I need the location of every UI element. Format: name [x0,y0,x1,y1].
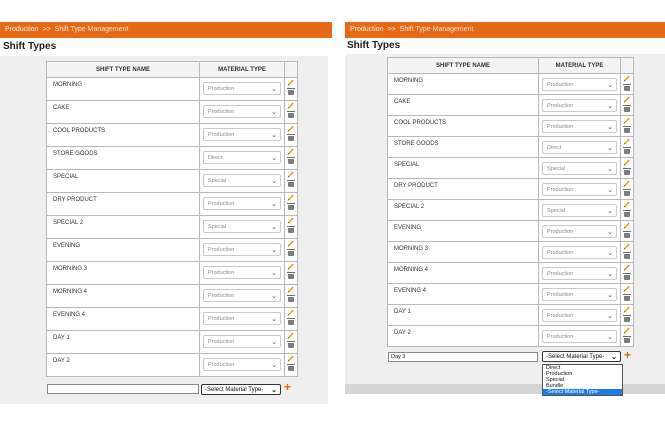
material-type-cell [200,147,285,170]
material-type-cell [200,78,285,101]
pencil-icon[interactable] [623,306,630,313]
breadcrumb-root-link[interactable]: Production [350,26,384,33]
material-type-value: Production [208,316,235,322]
chevron-down-icon: ⌄ [271,339,277,346]
breadcrumb-separator: >> [42,26,51,33]
table-row [388,137,634,158]
material-type-select[interactable] [542,120,617,133]
shift-type-name: COOL PRODUCTS [388,116,539,137]
chevron-down-icon: ⌄ [271,109,277,116]
material-type-select[interactable] [542,99,617,112]
table-row [388,305,634,326]
column-header-name: SHIFT TYPE NAME [47,62,200,78]
row-actions [285,285,298,308]
trash-icon[interactable] [624,231,630,238]
shift-type-name: STORE GOODS [388,137,539,158]
row-actions [285,354,298,377]
row-actions [621,326,634,347]
table-row [388,326,634,347]
shift-type-name: DAY 2 [388,326,539,347]
new-shift-name-input[interactable] [47,384,199,394]
new-material-type-select[interactable] [201,384,281,395]
column-header-material: MATERIAL TYPE [200,62,285,78]
material-type-value: Production [208,132,235,138]
shift-type-name: DAY 1 [47,331,200,354]
trash-icon[interactable] [624,210,630,217]
chevron-down-icon: ⌄ [607,250,613,257]
material-type-select[interactable] [203,105,281,118]
chevron-down-icon: ⌄ [607,82,613,89]
material-type-value: Production [208,362,235,368]
breadcrumb-current: Shift Type Management [399,26,474,33]
dropdown-option[interactable]: Production [546,371,573,377]
material-type-cell [539,200,621,221]
table-row [47,170,298,193]
material-type-cell [539,263,621,284]
trash-icon[interactable] [288,157,294,164]
material-type-value: Production [208,201,235,207]
trash-icon[interactable] [288,88,294,95]
material-type-value: Special [547,208,566,214]
row-actions [285,78,298,101]
table-row [47,124,298,147]
breadcrumb [345,22,665,38]
material-type-select[interactable] [203,289,281,302]
trash-icon[interactable] [288,364,294,371]
shift-type-name: MORNING 4 [47,285,200,308]
material-type-value: Production [547,187,574,193]
material-type-select[interactable] [203,266,281,279]
material-type-cell [539,137,621,158]
chevron-down-icon: ⌄ [271,316,277,323]
chevron-down-icon: ⌄ [271,132,277,139]
row-actions [285,239,298,262]
material-type-cell [200,193,285,216]
shift-type-name: EVENING [47,239,200,262]
shift-type-name: EVENING 4 [47,308,200,331]
chevron-down-icon: ⌄ [271,155,277,162]
pencil-icon[interactable] [287,217,294,224]
pencil-icon[interactable] [623,222,630,229]
pencil-icon[interactable] [623,327,630,334]
page-title: Shift Types [347,40,401,51]
shift-type-name: SPECIAL [47,170,200,193]
shift-type-name: STORE GOODS [47,147,200,170]
material-type-value: Production [208,339,235,345]
pencil-icon[interactable] [287,171,294,178]
dropdown-option[interactable]: -Select Material Type- [543,389,622,395]
row-actions [285,170,298,193]
row-actions [285,101,298,124]
material-type-select[interactable] [542,183,617,196]
row-actions [285,308,298,331]
row-actions [621,200,634,221]
shift-type-name: EVENING 4 [388,284,539,305]
material-type-value: Production [547,82,574,88]
row-actions [621,221,634,242]
shift-type-name: DRY PRODUCT [47,193,200,216]
table-row [388,179,634,200]
column-header-actions [621,58,634,74]
pencil-icon[interactable] [287,332,294,339]
breadcrumb-root-link[interactable]: Production [5,26,39,33]
material-type-cell [539,179,621,200]
trash-icon[interactable] [624,105,630,112]
pencil-icon[interactable] [287,148,294,155]
row-actions [621,242,634,263]
pencil-icon[interactable] [287,309,294,316]
shift-type-name: MORNING [47,78,200,101]
row-actions [621,179,634,200]
material-type-value: Production [208,86,235,92]
breadcrumb-current: Shift Type Management [54,26,129,33]
table-row [47,216,298,239]
material-type-value: Production [547,271,574,277]
trash-icon[interactable] [624,126,630,133]
pencil-icon[interactable] [287,263,294,270]
row-actions [285,193,298,216]
table-row [388,158,634,179]
pencil-icon[interactable] [623,243,630,250]
material-type-value: Direct [208,155,223,161]
material-type-select[interactable] [203,243,281,256]
shift-type-name: COOL PRODUCTS [47,124,200,147]
trash-icon[interactable] [288,203,294,210]
trash-icon[interactable] [288,134,294,141]
trash-icon[interactable] [288,295,294,302]
material-type-value: Production [547,229,574,235]
shift-type-name: MORNING 4 [388,263,539,284]
trash-icon[interactable] [288,249,294,256]
shift-type-table [46,61,298,377]
chevron-down-icon: ⌄ [607,271,613,278]
breadcrumb-separator: >> [387,26,396,33]
shift-type-name: DAY 1 [388,305,539,326]
shift-type-name: SPECIAL 2 [47,216,200,239]
pencil-icon[interactable] [287,286,294,293]
material-type-cell [200,308,285,331]
chevron-down-icon: ⌄ [607,208,613,215]
trash-icon[interactable] [624,336,630,343]
material-type-value: Production [547,313,574,319]
material-type-cell [200,354,285,377]
material-type-cell [200,262,285,285]
material-type-select[interactable] [542,78,617,91]
shift-type-name: CAKE [388,95,539,116]
chevron-down-icon: ⌄ [607,313,613,320]
table-row [47,101,298,124]
shift-type-name: SPECIAL [388,158,539,179]
material-type-cell [539,74,621,95]
material-type-cell [200,124,285,147]
chevron-down-icon: ⌄ [271,387,277,394]
chevron-down-icon: ⌄ [607,103,613,110]
material-type-select[interactable] [203,151,281,164]
new-material-type-select[interactable] [542,351,621,362]
dropdown-option[interactable]: Special [546,377,565,383]
material-type-value: Production [547,334,574,340]
plus-icon[interactable]: + [284,380,292,394]
material-type-cell [200,285,285,308]
trash-icon[interactable] [624,273,630,280]
page-title: Shift Types [3,41,57,52]
chevron-down-icon: ⌄ [607,187,613,194]
material-type-value: Production [547,103,574,109]
trash-icon[interactable] [288,318,294,325]
material-type-select[interactable] [542,225,617,238]
material-type-cell [200,170,285,193]
chevron-down-icon: ⌄ [271,247,277,254]
row-actions [285,262,298,285]
shift-type-name: MORNING [388,74,539,95]
row-actions [285,124,298,147]
material-type-select[interactable] [542,330,617,343]
trash-icon[interactable] [288,180,294,187]
material-type-select[interactable] [203,335,281,348]
pencil-icon[interactable] [287,355,294,362]
material-type-cell [539,221,621,242]
material-type-cell [200,101,285,124]
pencil-icon[interactable] [623,180,630,187]
plus-icon[interactable]: + [624,348,632,362]
breadcrumb [0,22,332,38]
table-row [47,262,298,285]
row-actions [621,116,634,137]
pencil-icon[interactable] [623,285,630,292]
chevron-down-icon: ⌄ [607,166,613,173]
trash-icon[interactable] [288,111,294,118]
pencil-icon[interactable] [623,75,630,82]
material-type-value: Production [547,292,574,298]
shift-type-name: EVENING [388,221,539,242]
pencil-icon[interactable] [623,159,630,166]
material-type-cell [539,326,621,347]
shift-type-name: MORNING 3 [388,242,539,263]
row-actions [621,284,634,305]
table-row [388,74,634,95]
chevron-down-icon: ⌄ [271,362,277,369]
material-type-select[interactable] [542,204,617,217]
pencil-icon[interactable] [287,240,294,247]
table-row [47,147,298,170]
table-row [388,263,634,284]
trash-icon[interactable] [624,252,630,259]
chevron-down-icon: ⌄ [271,201,277,208]
material-type-cell [539,158,621,179]
pencil-icon[interactable] [287,102,294,109]
trash-icon[interactable] [288,226,294,233]
pencil-icon[interactable] [287,194,294,201]
material-type-select[interactable] [542,141,617,154]
material-type-cell [539,305,621,326]
chevron-down-icon: ⌄ [271,178,277,185]
chevron-down-icon: ⌄ [271,293,277,300]
material-type-value: Production [208,109,235,115]
material-type-select[interactable] [203,312,281,325]
new-material-type-value: -Select Material Type- [546,354,605,360]
table-row [47,354,298,377]
pencil-icon[interactable] [623,264,630,271]
table-row [47,308,298,331]
trash-icon[interactable] [624,294,630,301]
material-type-value: Production [547,250,574,256]
material-type-cell [539,95,621,116]
chevron-down-icon: ⌄ [607,292,613,299]
material-type-cell [539,242,621,263]
pencil-icon[interactable] [623,96,630,103]
trash-icon[interactable] [624,84,630,91]
table-row [47,193,298,216]
material-type-value: Special [208,178,227,184]
table-row [388,200,634,221]
shift-type-table [387,57,634,347]
material-type-cell [539,116,621,137]
row-actions [621,95,634,116]
chevron-down-icon: ⌄ [271,270,277,277]
trash-icon[interactable] [624,147,630,154]
table-row [47,239,298,262]
row-actions [285,331,298,354]
material-type-select[interactable] [542,288,617,301]
material-type-cell [200,239,285,262]
table-row [388,95,634,116]
row-actions [621,137,634,158]
material-type-value: Special [208,224,227,230]
chevron-down-icon: ⌄ [271,224,277,231]
material-type-value: Special [547,166,566,172]
pencil-icon[interactable] [287,79,294,86]
material-type-value: Production [547,124,574,130]
material-type-dropdown-list[interactable] [542,364,623,396]
row-actions [621,305,634,326]
pencil-icon[interactable] [623,138,630,145]
table-row [388,284,634,305]
material-type-select[interactable] [203,174,281,187]
chevron-down-icon: ⌄ [611,354,617,361]
material-type-cell [200,216,285,239]
pencil-icon[interactable] [287,125,294,132]
column-header-material: MATERIAL TYPE [539,58,621,74]
material-type-select[interactable] [203,197,281,210]
column-header-name: SHIFT TYPE NAME [388,58,539,74]
material-type-select[interactable] [203,128,281,141]
row-actions [285,147,298,170]
shift-type-name: SPECIAL 2 [388,200,539,221]
chevron-down-icon: ⌄ [271,86,277,93]
table-row [388,242,634,263]
material-type-cell [200,331,285,354]
material-type-select[interactable] [542,309,617,322]
material-type-select[interactable] [542,246,617,259]
material-type-select[interactable] [203,358,281,371]
trash-icon[interactable] [624,168,630,175]
shift-type-name: MORNING 3 [47,262,200,285]
row-actions [621,158,634,179]
chevron-down-icon: ⌄ [607,124,613,131]
trash-icon[interactable] [624,189,630,196]
material-type-select[interactable] [203,220,281,233]
material-type-cell [539,284,621,305]
trash-icon[interactable] [288,341,294,348]
chevron-down-icon: ⌄ [607,334,613,341]
table-row [47,331,298,354]
material-type-value: Direct [547,145,562,151]
shift-type-name: CAKE [47,101,200,124]
table-row [47,78,298,101]
material-type-value: Production [208,270,235,276]
trash-icon[interactable] [288,272,294,279]
row-actions [285,216,298,239]
new-material-type-value: -Select Material Type- [205,387,264,393]
column-header-actions [285,62,298,78]
trash-icon[interactable] [624,315,630,322]
pencil-icon[interactable] [623,117,630,124]
new-shift-name-input[interactable]: Day 3 [388,352,538,362]
material-type-select[interactable] [542,267,617,280]
material-type-select[interactable] [542,162,617,175]
row-actions [621,74,634,95]
row-actions [621,263,634,284]
table-row [47,285,298,308]
table-row [388,116,634,137]
chevron-down-icon: ⌄ [607,145,613,152]
dropdown-option[interactable]: Bundle [546,383,564,389]
table-row [388,221,634,242]
material-type-value: Production [208,293,235,299]
dropdown-option[interactable]: Direct [546,365,561,371]
shift-type-name: DAY 2 [47,354,200,377]
material-type-select[interactable] [203,82,281,95]
pencil-icon[interactable] [623,201,630,208]
material-type-value: Production [208,247,235,253]
shift-type-name: DRY PRODUCT [388,179,539,200]
chevron-down-icon: ⌄ [607,229,613,236]
